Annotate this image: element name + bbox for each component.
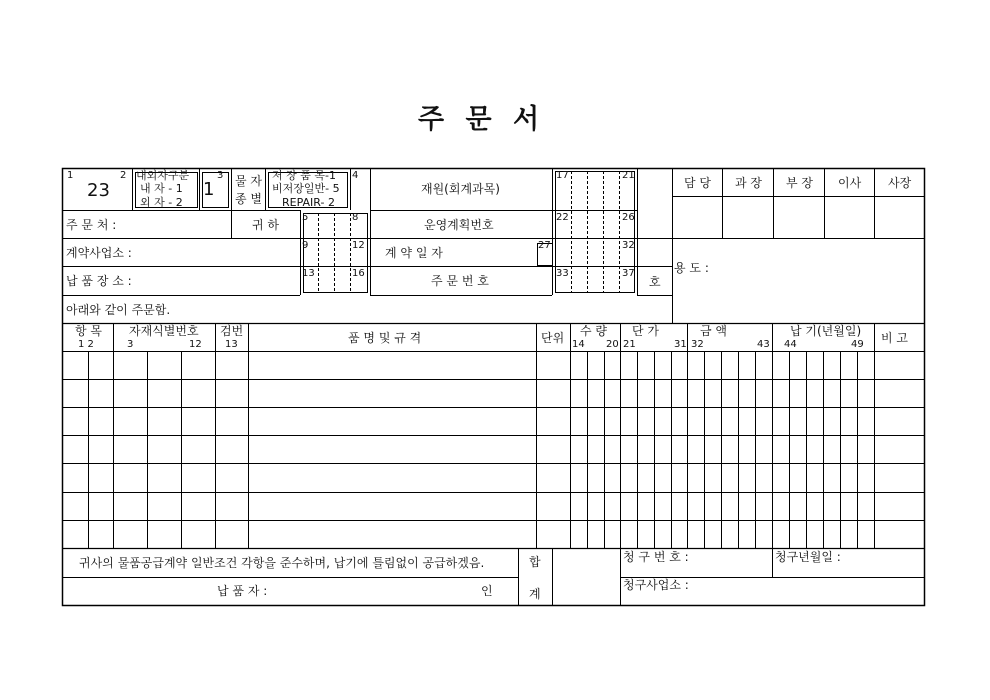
field-number-37: 37 <box>622 268 635 279</box>
field-number-33: 33 <box>556 268 569 279</box>
field-number-13: 13 <box>302 268 315 279</box>
field-number-4: 4 <box>352 170 359 181</box>
col-name-spec: 품 명 및 규 격 <box>348 331 422 345</box>
field-number-21: 21 <box>622 170 635 181</box>
col-amount: 금 액 <box>700 324 727 338</box>
claim-date-label: 청구년월일 : <box>775 550 841 564</box>
col-item: 항 목 <box>75 324 102 338</box>
col-item-range: 1 2 <box>78 339 94 350</box>
material-kind-bottom: 종 별 <box>235 192 262 206</box>
col-delivery-start: 44 <box>784 339 797 350</box>
col-delivery: 납 기(년월일) <box>790 324 862 338</box>
usage-label: 용 도 : <box>674 261 709 275</box>
notice-text: 아래와 같이 주문함. <box>66 303 171 317</box>
field-number-8: 8 <box>352 212 359 223</box>
field-number-26: 26 <box>622 212 635 223</box>
order-no-label: 주 문 번 호 <box>431 274 489 288</box>
col-amount-start: 32 <box>691 339 704 350</box>
col-material-id: 자재식별번호 <box>129 324 199 338</box>
col-price: 단 가 <box>632 324 659 338</box>
non-stock-label: 비저장일반- 5 <box>272 182 340 195</box>
contract-date-label: 계 약 일 자 <box>385 246 443 260</box>
field-number-12: 12 <box>352 240 365 251</box>
repair-label: REPAIR- 2 <box>282 196 335 209</box>
col-delivery-end: 49 <box>851 339 864 350</box>
col-mid-end: 12 <box>189 339 202 350</box>
field-number-3: 3 <box>217 170 224 181</box>
col-price-start: 21 <box>623 339 636 350</box>
field-number-16: 16 <box>352 268 365 279</box>
gwiha-label: 귀 하 <box>252 218 279 232</box>
col-unit: 단위 <box>541 331 565 345</box>
field-number-9: 9 <box>302 240 309 251</box>
material-kind-top: 물 자 <box>235 174 262 188</box>
domestic-foreign-title: 내외자구분 <box>136 169 190 182</box>
col-price-end: 31 <box>674 339 687 350</box>
field-number-17: 17 <box>556 170 569 181</box>
field-number-1: 1 <box>67 170 74 181</box>
col-qty-start: 14 <box>572 339 585 350</box>
field-number-32: 32 <box>622 240 635 251</box>
sum-top-label: 합 <box>529 555 541 569</box>
field-number-27: 27 <box>538 240 551 251</box>
col-qty: 수 량 <box>580 324 607 338</box>
col-qty-end: 20 <box>606 339 619 350</box>
orderer-label: 주 문 처 : <box>66 218 117 232</box>
domestic-label: 내 자 - 1 <box>140 182 183 195</box>
funding-label: 재원(회계과목) <box>421 182 500 196</box>
approval-dept-head: 부 장 <box>786 176 813 190</box>
col-amount-end: 43 <box>757 339 770 350</box>
foreign-label: 외 자 - 2 <box>140 196 183 209</box>
field-number-2: 2 <box>120 170 127 181</box>
value-1: 1 <box>203 179 215 200</box>
supplier-label: 납 품 자 : <box>217 584 268 598</box>
claim-office-label: 청구사업소 : <box>623 578 689 592</box>
seal-label: 인 <box>481 584 493 598</box>
field-number-5: 5 <box>302 212 309 223</box>
col-inspect-n: 13 <box>225 339 238 350</box>
pledge-text: 귀사의 물품공급계약 일반조건 각항을 준수하며, 납기에 틀림없이 공급하겠음. <box>79 556 485 570</box>
sum-bottom-label: 계 <box>529 587 541 601</box>
field-number-22: 22 <box>556 212 569 223</box>
contractor-label: 계약사업소 : <box>66 246 132 260</box>
claim-no-label: 청 구 번 호 : <box>623 550 689 564</box>
col-mid-start: 3 <box>127 339 134 350</box>
approval-director: 이사 <box>838 176 862 190</box>
col-remarks: 비 고 <box>881 331 908 345</box>
stock-item-label: 저 장 품 목-1 <box>272 169 336 182</box>
approval-section-chief: 과 장 <box>735 176 762 190</box>
ops-plan-label: 운영계획번호 <box>424 218 494 232</box>
delivery-place-label: 납 품 장 소 : <box>66 274 132 288</box>
ho-label: 호 <box>649 275 661 289</box>
col-inspect: 검번 <box>220 324 244 338</box>
document-title: 주 문 서 <box>418 104 546 135</box>
value-23: 23 <box>87 180 110 201</box>
approval-president: 사장 <box>888 176 912 190</box>
approval-staff: 담 당 <box>684 176 711 190</box>
